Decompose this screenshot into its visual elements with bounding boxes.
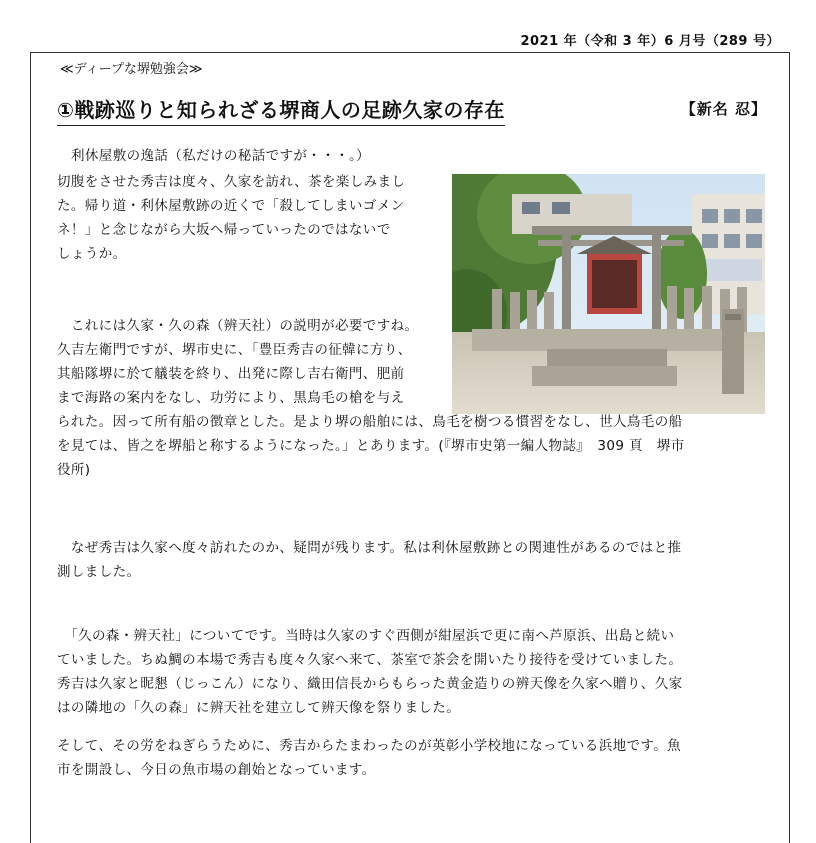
para2-line-6: を見ては、皆之を堺船と称するようになった。」とあります。(『堺市史第一編人物誌』 309 頁 堺市 [57, 438, 685, 454]
para1-line-2: た。帰り道・利休屋敷跡の近くで「殺してしまいゴメン [57, 198, 405, 214]
title-row [57, 94, 767, 122]
para1-line-4: しょうか。 [57, 246, 127, 262]
para2-line-2: 久吉左衛門ですが、堺市史に、「豊臣秀吉の征韓に方り、 [57, 342, 412, 358]
para2-line-1: これには久家・久の森（辨天社）の説明が必要ですね。 [57, 318, 419, 334]
subheading-text: 利休屋敷の逸話（私だけの秘話ですが・・・。） [71, 148, 371, 164]
para5-line-1: そして、その労をねぎらうために、秀吉からたまわったのが英彰小学校地になっている浜地です。魚 [57, 738, 682, 754]
issue-label: 2021 年（令和 3 年）6 月号（289 号） [520, 34, 780, 49]
para3-line-2: 測しました。 [57, 564, 141, 580]
article-title: ①戦跡巡りと知られざる堺商人の足跡久家の存在 [57, 94, 505, 126]
para4-line-3: 秀吉は久家と昵懇（じっこん）になり、織田信長からもらった黄金造りの辨天像を久家へ贈り、久家 [57, 676, 683, 692]
para4-line-1: 「久の森・辨天社」についてです。当時は久家のすぐ西側が紺屋浜で更に南へ芦原浜、出島と続い [57, 628, 675, 644]
para2-line-3: 其船隊堺に於て艤装を終り、出発に際し吉右衛門、肥前 [57, 366, 405, 382]
para2-line-4: まで海路の案内をなし、功労により、黒鳥毛の槍を与え [57, 390, 405, 406]
para2-line-7: 役所) [57, 462, 91, 478]
para1-line-1: 切腹をさせた秀吉は度々、久家を訪れ、茶を楽しみまし [57, 174, 406, 190]
paragraph-1 [57, 170, 447, 266]
paragraph-2 [57, 314, 769, 482]
para1-line-3: ネ！」と念じながら大坂へ帰っていったのではないで [57, 222, 391, 238]
para4-line-2: ていました。ちぬ鯛の本場で秀吉も度々久家へ来て、茶室で茶会を開いたり接待を受けていました。 [57, 652, 683, 668]
paragraph-5 [57, 734, 769, 782]
para2-line-5: られた。因って所有船の徴章とした。是より堺の船舶には、鳥毛を樹つる慣習をなし、世人鳥毛の船 [57, 414, 683, 430]
paragraph-3 [57, 536, 769, 584]
author-name: 【新名 忍】 [680, 100, 767, 118]
para4-line-4: はの隣地の「久の森」に辨天社を建立して辨天像を祭りました。 [57, 700, 461, 716]
series-label: ≪ディープな堺勉強会≫ [60, 62, 203, 77]
paragraph-4 [57, 624, 769, 720]
para5-line-2: 市を開設し、今日の魚市場の創始となっています。 [57, 762, 376, 778]
subheading [57, 144, 769, 168]
para3-line-1: なぜ秀吉は久家へ度々訪れたのか、疑問が残ります。私は利休屋敷跡との関連性があるのではと推 [57, 540, 682, 556]
